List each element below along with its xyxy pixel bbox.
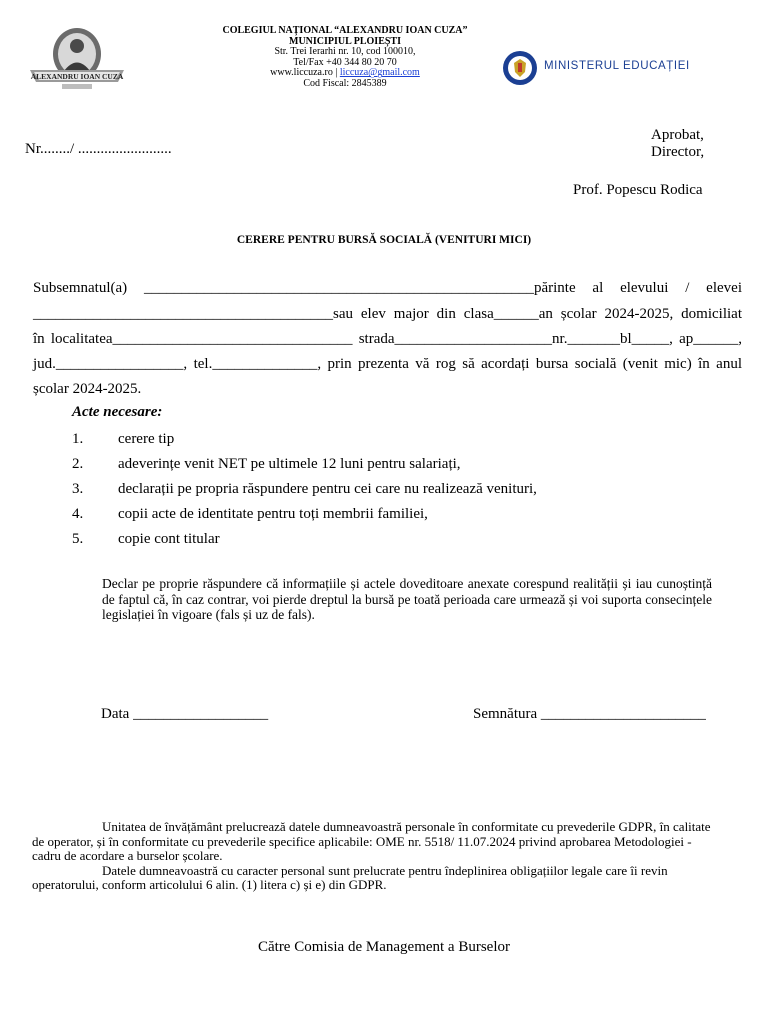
- municipality: MUNICIPIUL PLOIEȘTI: [289, 35, 401, 47]
- req-item: declarații pe propria răspundere pentru cei care nu realizează venituri,: [118, 481, 537, 497]
- body-line-2: ________________________________________sau elev major din clasa______an școlar 2024-2025, domiciliat: [33, 306, 742, 322]
- req-number: 4.: [72, 506, 84, 522]
- signature-field: Semnătura ______________________: [473, 706, 706, 722]
- school-address: Str. Trei Ierarhi nr. 10, cod 100010,: [274, 46, 416, 58]
- school-header: [200, 26, 490, 90]
- declaration-paragraph: Declar pe proprie răspundere că informațiile și actele doveditoare anexate corespund realității și iau cunoștință de faptul că, în caz contrar, voi pierde dreptul la bursă pe toată perioada care urmează și voi suporta consecințele legislației în vigoare (fals și uz de fals).: [102, 576, 712, 622]
- date-field: Data __________________: [101, 706, 269, 722]
- ministry-seal-icon: [502, 50, 538, 86]
- contact-separator: |: [332, 67, 340, 79]
- req-number: 5.: [72, 531, 84, 547]
- gdpr-paragraph-2: [32, 864, 722, 893]
- email-link[interactable]: liccuza@gmail.com: [339, 67, 420, 79]
- req-item: copie cont titular: [118, 531, 220, 547]
- approval-label: Aprobat,: [651, 127, 704, 143]
- approval-block: [651, 127, 704, 161]
- gdpr-text-2: Datele dumneavoastră cu caracter personal sunt prelucrate pentru îndeplinirea obligațiilor legale care îi revin operatorului, conform articolului 6 alin. (1) litera c) și e) din GDPR.: [32, 862, 668, 892]
- gdpr-paragraph-1: [32, 820, 722, 864]
- fiscal-code: Cod Fiscal: 2845389: [303, 77, 387, 89]
- website-link[interactable]: www.liccuza.ro: [270, 67, 333, 79]
- director-name: Prof. Popescu Rodica: [573, 182, 703, 198]
- gdpr-text-1: Unitatea de învățământ prelucrează datele dumneavoastră personale în conformitate cu prevederile GDPR, în calitate de operator, și în conformitate cu prevederile specifice aplicabile: OME nr. 5518/ 11.07.2024 privind aprobarea Metodologiei - cadru de acordare a burselor școlare.: [32, 819, 711, 863]
- ministry-logo: [502, 50, 690, 86]
- req-item: cerere tip: [118, 431, 175, 447]
- recipient-line: Către Comisia de Management a Burselor: [257, 939, 510, 955]
- ministry-label: MINISTERUL EDUCAȚIEI: [544, 60, 690, 72]
- req-number: 2.: [72, 456, 84, 472]
- registration-number: Nr......../ .........................: [25, 141, 172, 157]
- req-item: adeverințe venit NET pe ultimele 12 luni pentru salariați,: [118, 456, 461, 472]
- body-line-1: Subsemnatul(a) ____________________________________________________părinte al elevului / elevei: [33, 280, 742, 296]
- gdpr-notice: [32, 820, 722, 893]
- body-line-3: în localitatea________________________________ strada_____________________nr._______bl_____, ap______,: [33, 331, 742, 347]
- school-logo: [26, 26, 128, 92]
- req-number: 1.: [72, 431, 84, 447]
- req-item: copii acte de identitate pentru toți membrii familiei,: [118, 506, 428, 522]
- document-title: CERERE PENTRU BURSĂ SOCIALĂ (VENITURI MICI): [236, 234, 532, 246]
- body-line-4: jud._________________, tel.______________, prin prezenta vă rog să acordați bursa socială (venit mic) în anul: [33, 356, 742, 372]
- body-line-5: școlar 2024-2025.: [33, 381, 142, 397]
- school-logo-text: ALEXANDRU IOAN CUZA: [30, 72, 124, 81]
- school-phone: Tel/Fax +40 344 80 20 70: [293, 56, 397, 68]
- director-label: Director,: [651, 144, 705, 160]
- required-docs-heading: Acte necesare:: [72, 404, 163, 420]
- req-number: 3.: [72, 481, 84, 497]
- school-name: COLEGIUL NAȚIONAL “ALEXANDRU IOAN CUZA”: [222, 25, 468, 36]
